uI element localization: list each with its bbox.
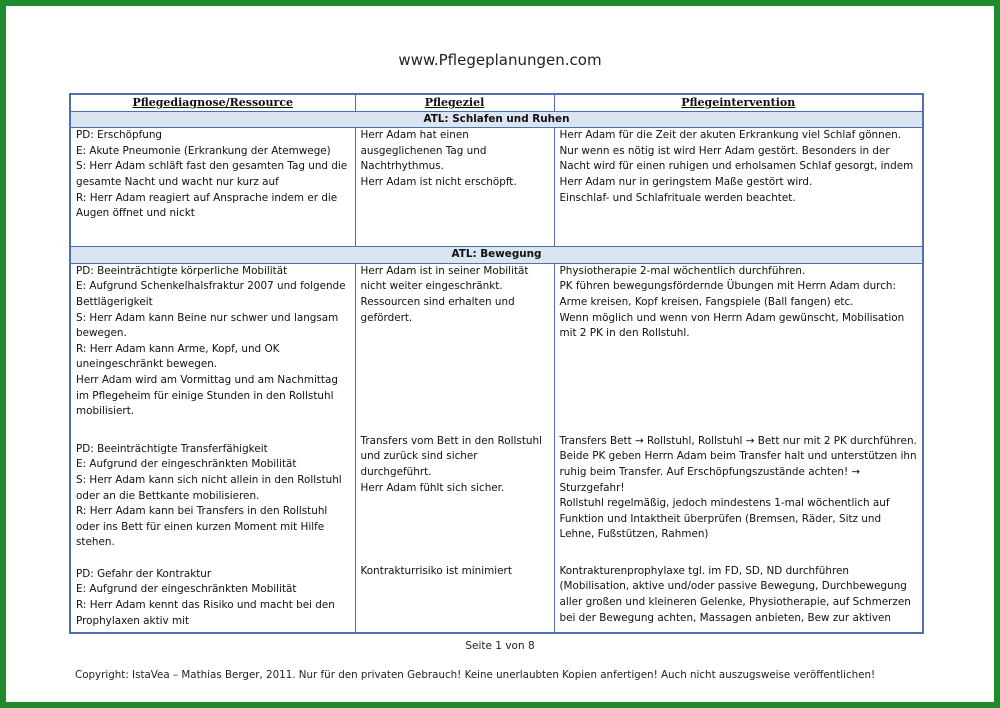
diagnose-text: PD: Beeinträchtigte körperliche Mobilität E: Aufgrund Schenkelhalsfraktur 2007 und folgende Bettlägerigkeit S: Herr Adam kann Beine nur schwer und langsam bewegen. R: Herr Adam kann Arme, Kopf, und OK uneingeschränkt bewegen. Herr Adam wird am Vormittag und am Nachmittag im Pflegeheim für einige Stunden in den Rollstuhl mobilisiert. bbox=[76, 264, 346, 418]
header-ziel: Pflegeziel bbox=[355, 94, 554, 111]
table-header-row bbox=[70, 94, 923, 111]
page-number: Seite 1 von 8 bbox=[465, 640, 535, 652]
document-page bbox=[14, 14, 986, 694]
diagnose-text: PD: Beeinträchtigte Transferfähigkeit E: Aufgrund der eingeschränkten Mobilität S: Herr Adam kann sich nicht allein in den Rollstuhl oder an die Bettkante mobilisieren. R: Herr Adam kann bei Transfers in den Rollstuhl oder ins Bett für einen kurzen Moment mit Hilfe stehen. bbox=[76, 442, 342, 549]
ziel-text: Transfers vom Bett in den Rollstuhl und zurück sind sicher durchgeführt. Herr Adam fühlt sich sicher. bbox=[360, 434, 542, 494]
diagnose-text: PD: Erschöpfung E: Akute Pneumonie (Erkrankung der Atemwege) S: Herr Adam schläft fast den gesamten Tag und die gesamte Nacht und wacht nur kurz auf R: Herr Adam reagiert auf Ansprache indem er die Augen öffnet und nickt bbox=[76, 129, 348, 220]
intervention-text: Kontrakturenprophylaxe tgl. im FD, SD, ND durchführen (Mobilisation, aktive und/oder passive Bewegung, Durchbewegung aller großen und kleineren Gelenke, Physiotherapie, auf Schmerzen bei der Bewegung achten, Massagen anbieten, Bew zur aktiven bbox=[559, 564, 911, 624]
intervention-text: Physiotherapie 2-mal wöchentlich durchführen. PK führen bewegungsfördernde Übungen mit Herrn Adam durch: Arme kreisen, Kopf kreisen, Fangspiele (Ball fangen) etc. Wenn möglich und wenn von Herrn Adam gewünscht, Mobilisation mit 2 PK in den Rollstuhl. bbox=[559, 264, 905, 340]
table-row bbox=[70, 128, 923, 247]
cell-ziel bbox=[355, 128, 554, 247]
header-diagnose: Pflegediagnose/Ressource bbox=[70, 94, 355, 111]
intervention-text: Transfers Bett → Rollstuhl, Rollstuhl → Bett nur mit 2 PK durchführen. Beide PK geben Herrn Adam beim Transfer halt und unterstützen ihn ruhig beim Transfer. Auf Erschöpfungszustände achten! → Sturzgefahr! Rollstuhl regelmäßig, jedoch mindestens 1-mal wöchentlich auf Funktion und Intaktheit überprüfen (Bremsen, Räder, Sitz und Lehne, Fußstützen, Rahmen) bbox=[559, 434, 917, 541]
site-title: www.Pflegeplanungen.com bbox=[398, 51, 602, 69]
cell-intervention bbox=[554, 263, 923, 633]
ziel-text: Herr Adam ist in seiner Mobilität nicht weiter eingeschränkt. Ressourcen sind erhalten und gefördert. bbox=[360, 264, 529, 324]
section-title-schlafen: ATL: Schlafen und Ruhen bbox=[70, 111, 923, 128]
cell-intervention bbox=[554, 128, 923, 247]
care-plan-table bbox=[69, 93, 924, 634]
copyright-notice: Copyright: IstaVea – Mathias Berger, 2011. Nur für den privaten Gebrauch! Keine unerlaubten Kopien anfertigen! Auch nicht auszugsweise veröffentlichen! bbox=[75, 669, 876, 681]
section-row bbox=[70, 247, 923, 264]
ziel-text: Herr Adam hat einen ausgeglichenen Tag und Nachtrhythmus. Herr Adam ist nicht erschöpft. bbox=[360, 129, 517, 188]
intervention-text: Herr Adam für die Zeit der akuten Erkrankung viel Schlaf gönnen. Nur wenn es nötig ist wird Herr Adam gestört. Besonders in der Nacht wird für einen ruhigen und erholsamen Schlaf gesorgt, indem Herr Adam nur in geringstem Maße gestört wird. Einschlaf- und Schlafrituale werden beachtet. bbox=[559, 129, 914, 204]
cell-ziel bbox=[355, 263, 554, 633]
section-title-bewegung: ATL: Bewegung bbox=[70, 247, 923, 264]
table-row bbox=[70, 263, 923, 633]
cell-diagnose bbox=[70, 128, 355, 247]
header-intervention: Pflegeintervention bbox=[554, 94, 923, 111]
cell-diagnose bbox=[70, 263, 355, 633]
ziel-text: Kontrakturrisiko ist minimiert bbox=[360, 564, 512, 577]
diagnose-text: PD: Gefahr der Kontraktur E: Aufgrund der eingeschränkten Mobilität R: Herr Adam kennt das Risiko und macht bei den Prophylaxen aktiv mit bbox=[76, 567, 335, 627]
section-row bbox=[70, 111, 923, 128]
